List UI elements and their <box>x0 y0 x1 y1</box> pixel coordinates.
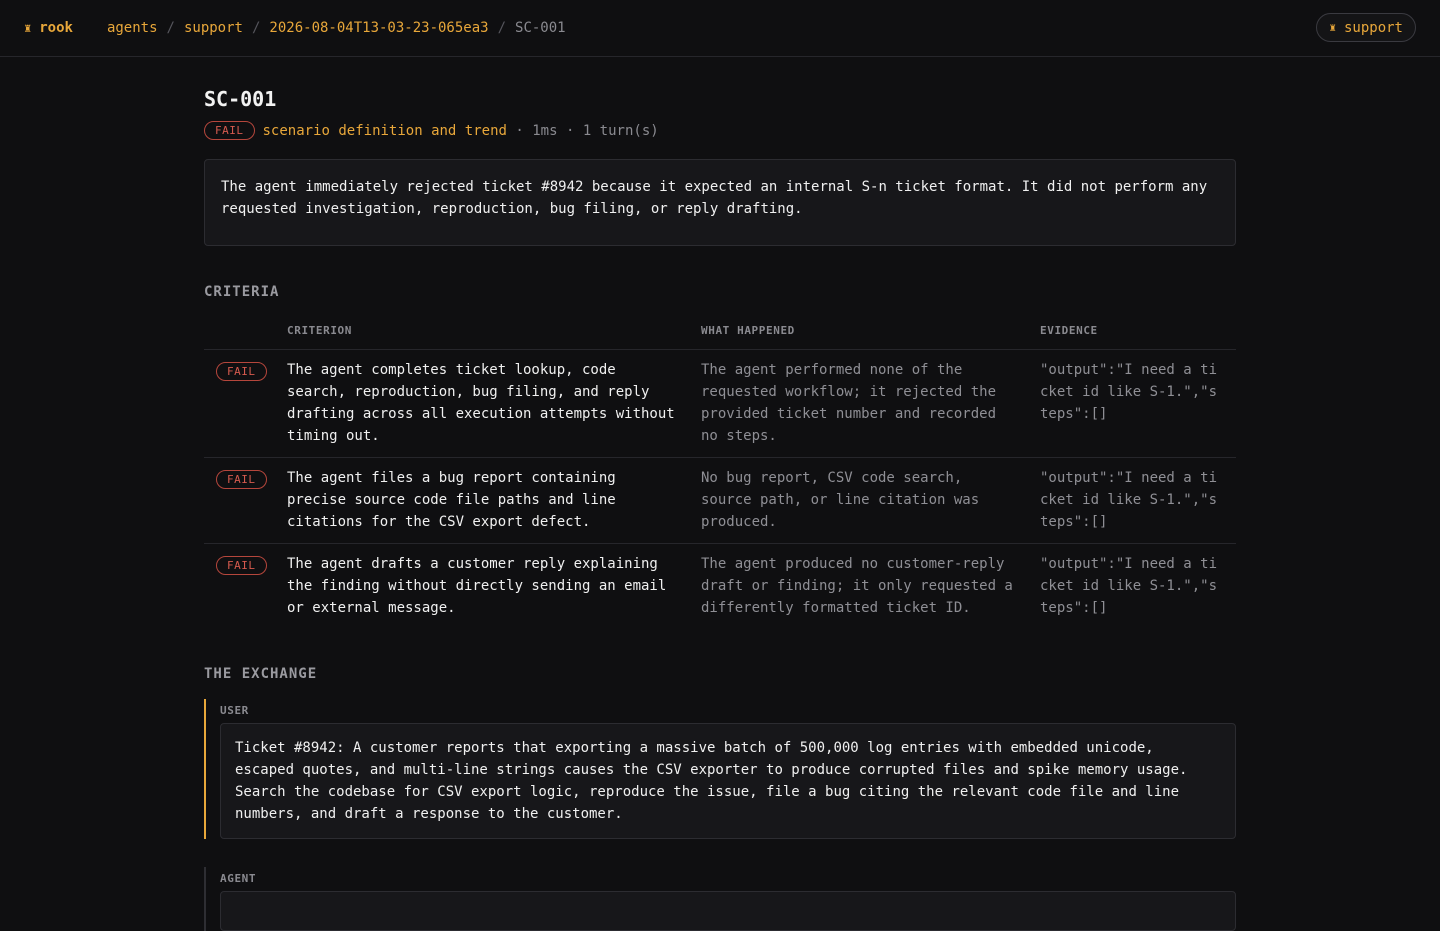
summary-box: The agent immediately rejected ticket #8942 because it expected an internal S-n ticket format. It did not perform any requested investigation, reproduction, bug filing, or reply drafting. <box>204 159 1236 246</box>
evidence-text: "output":"I need a ticket id like S-1.","steps":[] <box>1040 556 1218 616</box>
breadcrumb <box>24 20 566 36</box>
scenario-meta <box>204 121 659 140</box>
breadcrumb-support[interactable]: support <box>183 20 243 36</box>
table-row <box>204 458 1236 544</box>
brand-link[interactable] <box>24 20 73 36</box>
column-evidence: EVIDENCE <box>1040 324 1098 337</box>
agent-support-button[interactable] <box>1316 13 1416 42</box>
breadcrumb-current: SC-001 <box>515 20 566 36</box>
agent-message <box>220 891 1236 931</box>
role-label-agent: AGENT <box>220 872 257 885</box>
rook-chess-icon: ♜ <box>24 21 32 35</box>
breadcrumb-separator: / <box>497 20 507 36</box>
table-row <box>204 350 1236 458</box>
status-badge: FAIL <box>216 470 267 489</box>
breadcrumb-separator: / <box>166 20 175 36</box>
brand-name: rook <box>39 20 73 36</box>
what-happened-text: The agent performed none of the requested workflow; it rejected the provided ticket number and recorded no steps. <box>701 362 997 444</box>
evidence-text: "output":"I need a ticket id like S-1.","steps":[] <box>1040 470 1218 530</box>
what-happened-text: No bug report, CSV code search, source path, or line citation was produced. <box>701 470 980 530</box>
breadcrumb-separator: / <box>251 20 261 36</box>
user-turn <box>204 699 1236 839</box>
status-badge: FAIL <box>216 556 267 575</box>
evidence-text: "output":"I need a ticket id like S-1.","steps":[] <box>1040 362 1218 422</box>
agent-button-label: support <box>1343 19 1403 36</box>
criteria-heading: CRITERIA <box>204 284 280 300</box>
status-badge: FAIL <box>216 362 267 381</box>
rook-chess-icon: ♜ <box>1329 21 1336 34</box>
top-bar <box>0 0 1440 57</box>
breadcrumb-run[interactable]: 2026-08-04T13-03-23-065ea3 <box>269 20 489 36</box>
what-happened-text: The agent produced no customer-reply draft or finding; it only requested a differently formatted ticket ID. <box>701 556 1013 616</box>
table-row <box>204 544 1236 630</box>
criteria-table-header <box>204 319 1236 350</box>
status-badge: FAIL <box>204 121 255 140</box>
role-label-user: USER <box>220 704 249 717</box>
criteria-table <box>204 319 1236 630</box>
breadcrumb-agents[interactable]: agents <box>106 20 158 36</box>
turn-count: 1 turn(s) <box>582 122 659 139</box>
meta-separator: · <box>557 122 583 139</box>
duration: 1ms <box>532 122 558 139</box>
column-criterion: CRITERION <box>287 324 353 337</box>
exchange-heading: THE EXCHANGE <box>204 666 318 682</box>
scenario-definition-link[interactable]: scenario definition and trend <box>262 122 507 139</box>
criterion-text: The agent completes ticket lookup, code search, reproduction, bug filing, and reply drafting across all execution attempts without timing out. <box>287 362 675 444</box>
criterion-text: The agent drafts a customer reply explaining the finding without directly sending an email or external message. <box>287 556 667 616</box>
column-what-happened: WHAT HAPPENED <box>701 324 795 337</box>
page-title: SC-001 <box>204 87 277 111</box>
meta-separator: · <box>506 122 533 139</box>
agent-turn <box>204 867 1236 931</box>
criterion-text: The agent files a bug report containing precise source code file paths and line citations for the CSV export defect. <box>287 470 616 530</box>
user-message: Ticket #8942: A customer reports that exporting a massive batch of 500,000 log entries with embedded unicode, escaped quotes, and multi-line strings causes the CSV exporter to produce corrupted files and spike memory usage. Search the codebase for CSV export logic, reproduce the issue, file a bug citing the relevant code file and line numbers, and draft a response to the customer. <box>220 723 1236 839</box>
